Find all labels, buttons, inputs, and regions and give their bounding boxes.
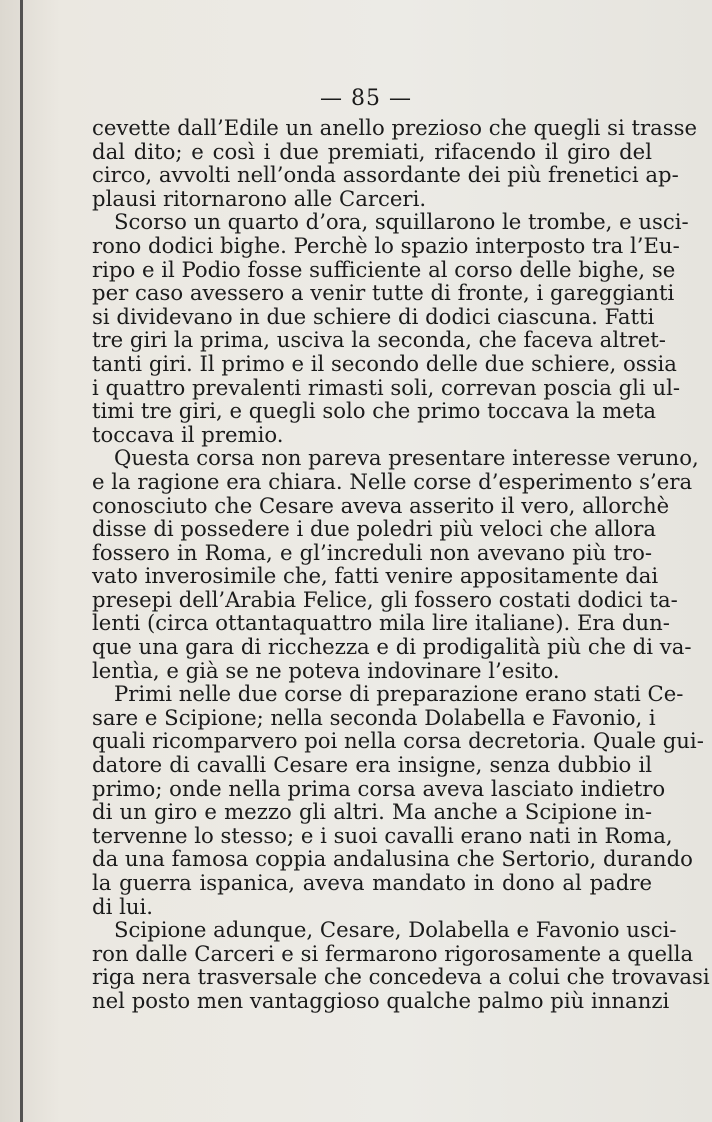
text-line: i quattro prevalenti rimasti soli, correvan poscia gli ul- <box>92 374 681 400</box>
text-line: plausi ritornarono alle Carceri. <box>92 185 427 211</box>
text-line: Questa corsa non pareva presentare interesse veruno, <box>114 445 699 471</box>
page-binding-edge <box>20 0 23 1122</box>
text-line: e la ragione era chiara. Nelle corse d’esperimento s’era <box>92 468 693 494</box>
text-line: vato inverosimile che, fatti venire appositamente dai <box>92 563 659 589</box>
text-line: di un giro e mezzo gli altri. Ma anche a Scipione in- <box>92 799 652 825</box>
text-line: riga nera trasversale che concedeva a colui che trovavasi <box>92 964 710 990</box>
text-line: la guerra ispanica, aveva mandato in dono al padre <box>92 870 652 895</box>
text-line: si dividevano in due schiere di dodici ciascuna. Fatti <box>92 303 655 329</box>
text-line: Scipione adunque, Cesare, Dolabella e Favonio usci- <box>114 917 677 943</box>
text-line: tervenne lo stesso; e i suoi cavalli erano nati in Roma, <box>92 822 673 848</box>
text-line: dal dito; e così i due premiati, rifacendo il giro del <box>92 138 652 164</box>
text-line: ripo e il Podio fosse sufficiente al corso delle bighe, se <box>92 256 676 282</box>
text-line: conosciuto che Cesare aveva asserito il vero, allorchè <box>92 492 670 518</box>
text-line: Scorso un quarto d’ora, squillarono le trombe, e usci- <box>114 209 689 235</box>
text-line: timi tre giri, e quegli solo che primo toccava la meta <box>92 398 657 424</box>
page-number: — 85 — <box>320 86 412 111</box>
text-line: datore di cavalli Cesare era insigne, senza dubbio il <box>92 752 652 778</box>
text-line: rono dodici bighe. Perchè lo spazio interposto tra l’Eu- <box>92 232 680 258</box>
body-text <box>92 115 710 1013</box>
text-line: circo, avvolti nell’onda assordante dei più frenetici ap- <box>92 162 679 188</box>
text-line: lenti (circa ottantaquattro mila lire italiane). Era dun- <box>92 610 670 636</box>
text-line: sare e Scipione; nella seconda Dolabella e Favonio, i <box>92 704 656 730</box>
text-line: quali ricomparvero poi nella corsa decretoria. Quale gui- <box>92 728 704 754</box>
text-line: disse di possedere i due poledri più veloci che allora <box>92 516 656 542</box>
text-line: per caso avessero a venir tutte di fronte, i gareggianti <box>92 280 675 306</box>
text-line: da una famosa coppia andalusina che Sertorio, durando <box>92 846 693 872</box>
text-line: cevette dall’Edile un anello prezioso che quegli si trasse <box>92 115 698 140</box>
text-line: ron dalle Carceri e si fermarono rigorosamente a quella <box>92 940 694 966</box>
text-line: nel posto men vantaggioso qualche palmo più innanzi <box>92 987 670 1013</box>
text-line: primo; onde nella prima corsa aveva lasciato indietro <box>92 775 666 801</box>
text-line: que una gara di ricchezza e di prodigalità più che di va- <box>92 634 692 660</box>
text-line: tre giri la prima, usciva la seconda, che faceva altret- <box>92 327 666 353</box>
text-line: presepi dell’Arabia Felice, gli fossero costati dodici ta- <box>92 586 678 612</box>
text-line: di lui. <box>92 893 154 919</box>
text-line: fossero in Roma, e gl’increduli non avevano più tro- <box>92 539 652 565</box>
text-line: tanti giri. Il primo e il secondo delle due schiere, ossia <box>92 350 677 376</box>
text-line: lentìa, e già se ne poteva indovinare l’esito. <box>92 657 560 683</box>
text-line: toccava il premio. <box>92 421 284 447</box>
text-line: Primi nelle due corse di preparazione erano stati Ce- <box>114 681 684 707</box>
